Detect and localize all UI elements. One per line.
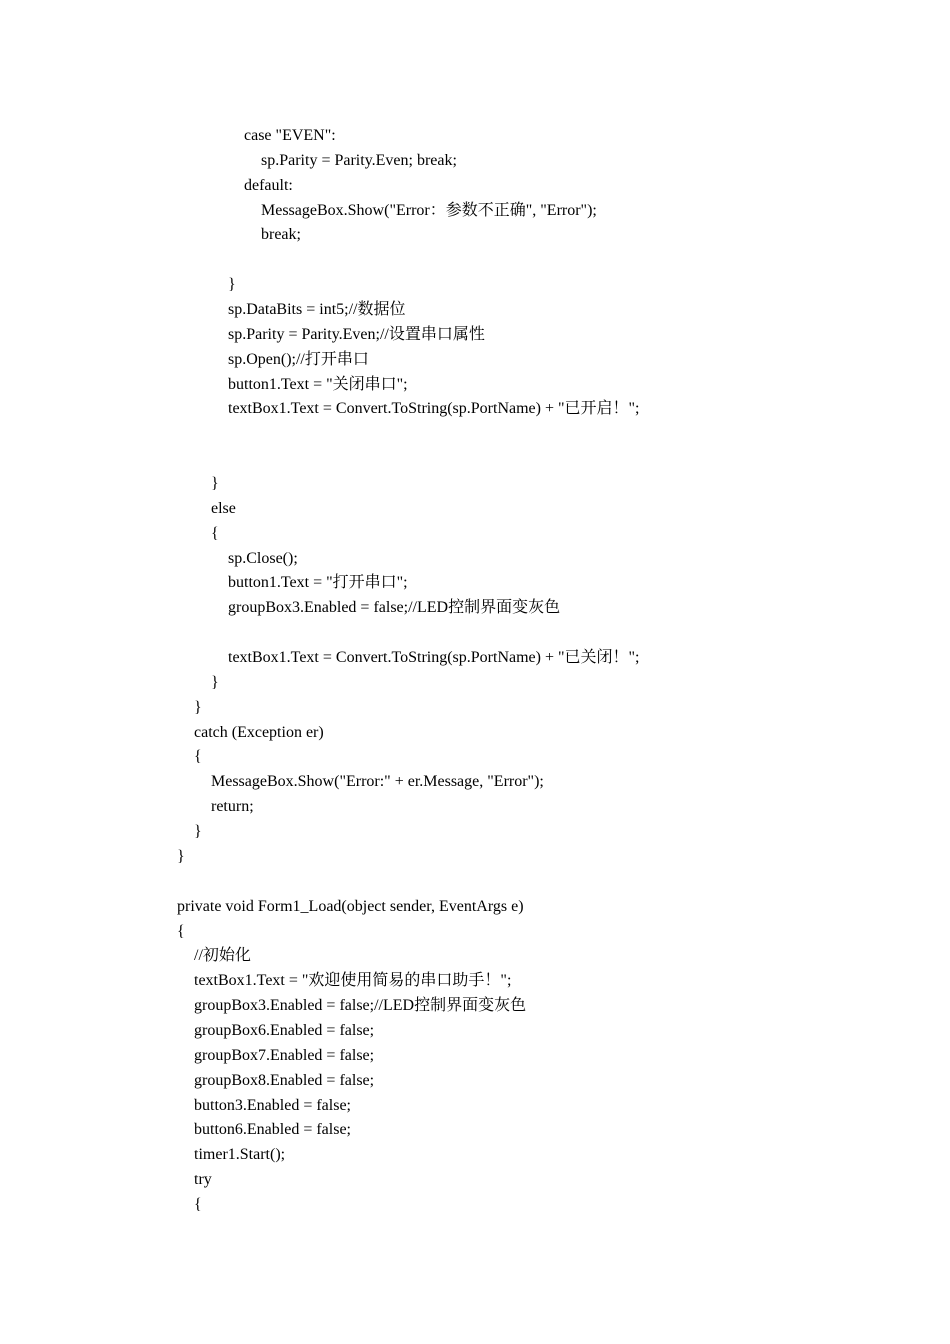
code-line: textBox1.Text = Convert.ToString(sp.PortName) + "已关闭！"; — [228, 649, 640, 667]
code-line: sp.Close(); — [228, 549, 298, 567]
code-line: textBox1.Text = Convert.ToString(sp.PortName) + "已开启！"; — [228, 400, 640, 418]
code-line: groupBox3.Enabled = false;//LED控制界面变灰色 — [228, 599, 561, 617]
code-line: } — [211, 673, 219, 691]
code-line: } — [177, 847, 185, 865]
code-line: return; — [211, 798, 254, 816]
code-line: MessageBox.Show("Error:" + er.Message, "Error"); — [211, 773, 544, 791]
code-line: catch (Exception er) — [194, 723, 324, 741]
code-line: sp.Open();//打开串口 — [228, 350, 369, 368]
code-line: case "EVEN": — [244, 127, 336, 144]
blank-line — [177, 248, 910, 273]
blank-line — [177, 870, 910, 895]
code-line: button6.Enabled = false; — [194, 1121, 351, 1139]
code-line: groupBox8.Enabled = false; — [194, 1071, 375, 1089]
code-line: button3.Enabled = false; — [194, 1096, 351, 1114]
code-line: groupBox6.Enabled = false; — [194, 1021, 375, 1039]
code-line: } — [228, 276, 236, 294]
code-line: sp.Parity = Parity.Even; break; — [261, 151, 457, 169]
blank-line — [177, 422, 910, 447]
code-line: textBox1.Text = "欢迎使用简易的串口助手！"; — [194, 972, 512, 990]
code-line: { — [194, 1195, 202, 1213]
code-line: sp.DataBits = int5;//数据位 — [228, 301, 406, 319]
code-line: button1.Text = "打开串口"; — [228, 574, 408, 592]
code-line: groupBox7.Enabled = false; — [194, 1046, 375, 1064]
code-line: } — [194, 823, 202, 841]
code-line: //初始化 — [194, 947, 251, 965]
code-line: groupBox3.Enabled = false;//LED控制界面变灰色 — [194, 997, 527, 1015]
code-line: break; — [261, 226, 301, 244]
code-line: timer1.Start(); — [194, 1146, 286, 1164]
code-line: default: — [244, 176, 293, 194]
blank-line — [177, 621, 910, 646]
code-line: { — [211, 524, 219, 542]
code-line: button1.Text = "关闭串口"; — [228, 375, 408, 393]
code-line: MessageBox.Show("Error：参数不正确", "Error"); — [261, 201, 597, 219]
code-line: { — [177, 922, 185, 940]
code-line: else — [211, 499, 236, 517]
code-line: { — [194, 748, 202, 766]
code-listing — [177, 124, 910, 1218]
code-line: try — [194, 1171, 212, 1189]
blank-line — [177, 447, 910, 472]
code-line: } — [211, 475, 219, 493]
code-line: sp.Parity = Parity.Even;//设置串口属性 — [228, 325, 485, 343]
code-line: } — [194, 698, 202, 716]
code-line: private void Form1_Load(object sender, EventArgs e) — [177, 897, 524, 915]
